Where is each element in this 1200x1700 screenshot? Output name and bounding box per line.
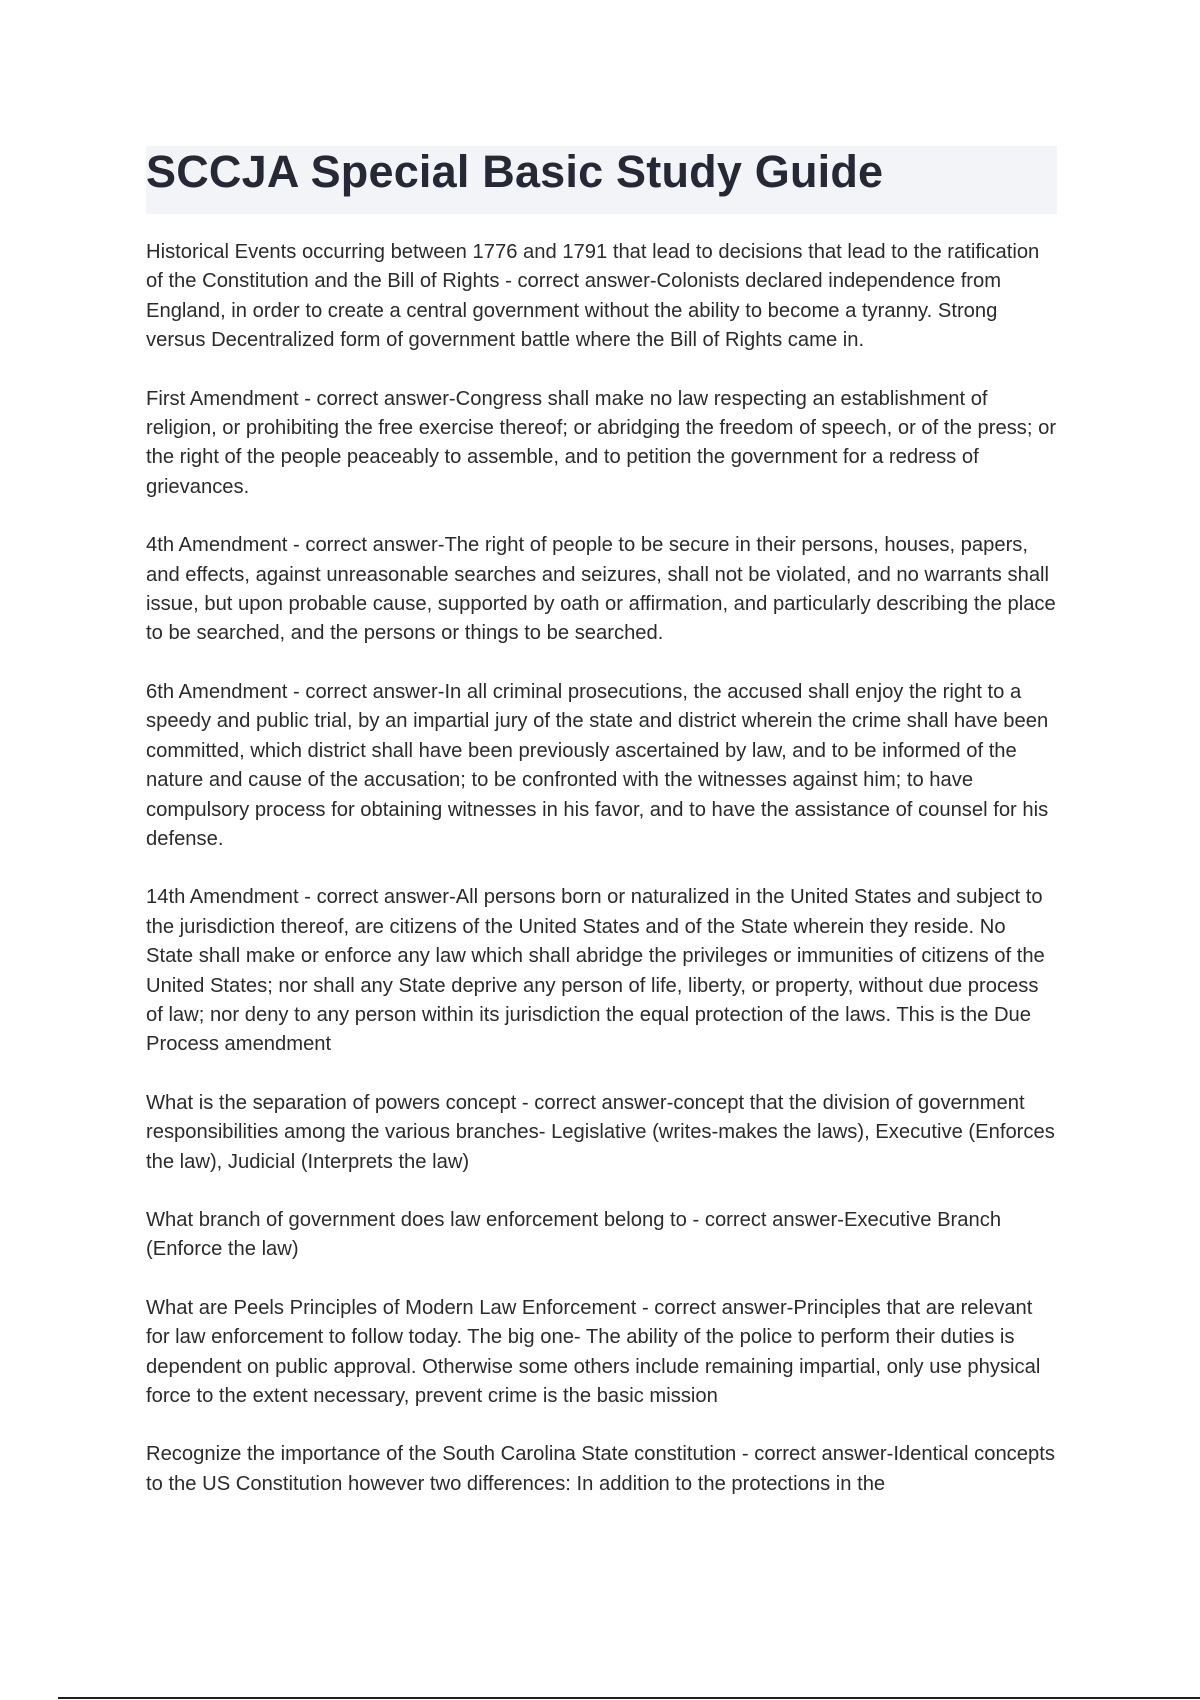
qa-entry: [146, 1440, 1058, 1499]
qa-entry: [146, 1206, 1058, 1265]
qa-entry: [146, 1294, 1058, 1412]
qa-entry: [146, 531, 1058, 649]
qa-entry: [146, 238, 1058, 356]
qa-entry: [146, 678, 1058, 854]
entry-question: What is the separation of powers concept: [146, 1091, 517, 1114]
qa-entry: [146, 1089, 1058, 1177]
entry-answer: Identical concepts to the US Constitution however two differences: In addition to the protections in the: [146, 1443, 1055, 1495]
entry-question: 4th Amendment: [146, 534, 288, 557]
entry-answer: The right of people to be secure in their persons, houses, papers, and effects, against unreasonable searches and seizures, shall not be violated, and no warrants shall issue, but upon probable cause, supported by oath or affirmation, and particularly describing the place to be searched, and the persons or things to be searched.: [146, 534, 1056, 645]
entry-answer: concept that the division of government responsibilities among the various branches- Legislative (writes-makes the laws), Executive (Enforces the law), Judicial (Interprets the law): [146, 1091, 1055, 1173]
qa-entry: [146, 883, 1058, 1059]
entry-answer: In all criminal prosecutions, the accused shall enjoy the right to a speedy and public trial, by an impartial jury of the state and district wherein the crime shall have been committed, which district shall have been previously ascertained by law, and to be informed of the nature and cause of the accusation; to be confronted with the witnesses against him; to have compulsory process for obtaining witnesses in his favor, and to have the assistance of counsel for his defense.: [146, 680, 1049, 850]
entry-question: 14th Amendment: [146, 886, 299, 909]
page-title: SCCJA Special Basic Study Guide: [146, 146, 884, 197]
entry-separator: - correct answer-: [686, 1208, 844, 1231]
entry-separator: - correct answer-: [298, 387, 456, 410]
entry-separator: - correct answer-: [298, 886, 456, 909]
entry-question: 6th Amendment: [146, 680, 288, 703]
entry-question: What are Peels Principles of Modern Law Enforcement: [146, 1296, 637, 1319]
footer-divider: [58, 1697, 1200, 1699]
entry-question: What branch of government does law enforcement belong to: [146, 1208, 687, 1231]
entry-question: First Amendment: [146, 387, 299, 410]
entry-separator: - correct answer-: [499, 270, 657, 293]
entry-separator: - correct answer-: [287, 534, 445, 557]
entry-answer: Executive Branch (Enforce the law): [146, 1208, 1002, 1261]
entry-separator: - correct answer-: [287, 680, 445, 703]
entry-separator: - correct answer-: [516, 1091, 674, 1114]
entry-answer: All persons born or naturalized in the United States and subject to the jurisdiction thereof, are citizens of the United States and of the State wherein they reside. No State shall make or enforce any law which shall abridge the privileges or immunities of citizens of the United States; nor shall any State deprive any person of life, liberty, or property, without due process of law; nor deny to any person within its jurisdiction the equal protection of the laws. This is the Due Process amendment: [146, 886, 1045, 1056]
study-guide-content: [146, 238, 1058, 1528]
entry-question: Recognize the importance of the South Carolina State constitution: [146, 1443, 737, 1466]
entry-answer: Principles that are relevant for law enforcement to follow today. The big one- The ability of the police to perform their duties is dependent on public approval. Otherwise some others include remaining impartial, only use physical force to the extent necessary, prevent crime is the basic mission: [146, 1296, 1041, 1407]
entry-answer: Congress shall make no law respecting an establishment of religion, or prohibiting the free exercise thereof; or abridging the freedom of speech, or of the press; or the right of the people peaceably to assemble, and to petition the government for a redress of grievances.: [146, 387, 1057, 498]
entry-separator: - correct answer-: [736, 1443, 894, 1466]
entry-answer: Colonists declared independence from England, in order to create a central government without the ability to become a tyranny. Strong versus Decentralized form of government battle where the Bill of Rights came in.: [146, 270, 1002, 352]
entry-question: Historical Events occurring between 1776 and 1791 that lead to decisions that lead to the ratification of the Constitution and the Bill of Rights: [146, 241, 1040, 293]
qa-entry: [146, 385, 1058, 503]
entry-separator: - correct answer-: [636, 1296, 794, 1319]
